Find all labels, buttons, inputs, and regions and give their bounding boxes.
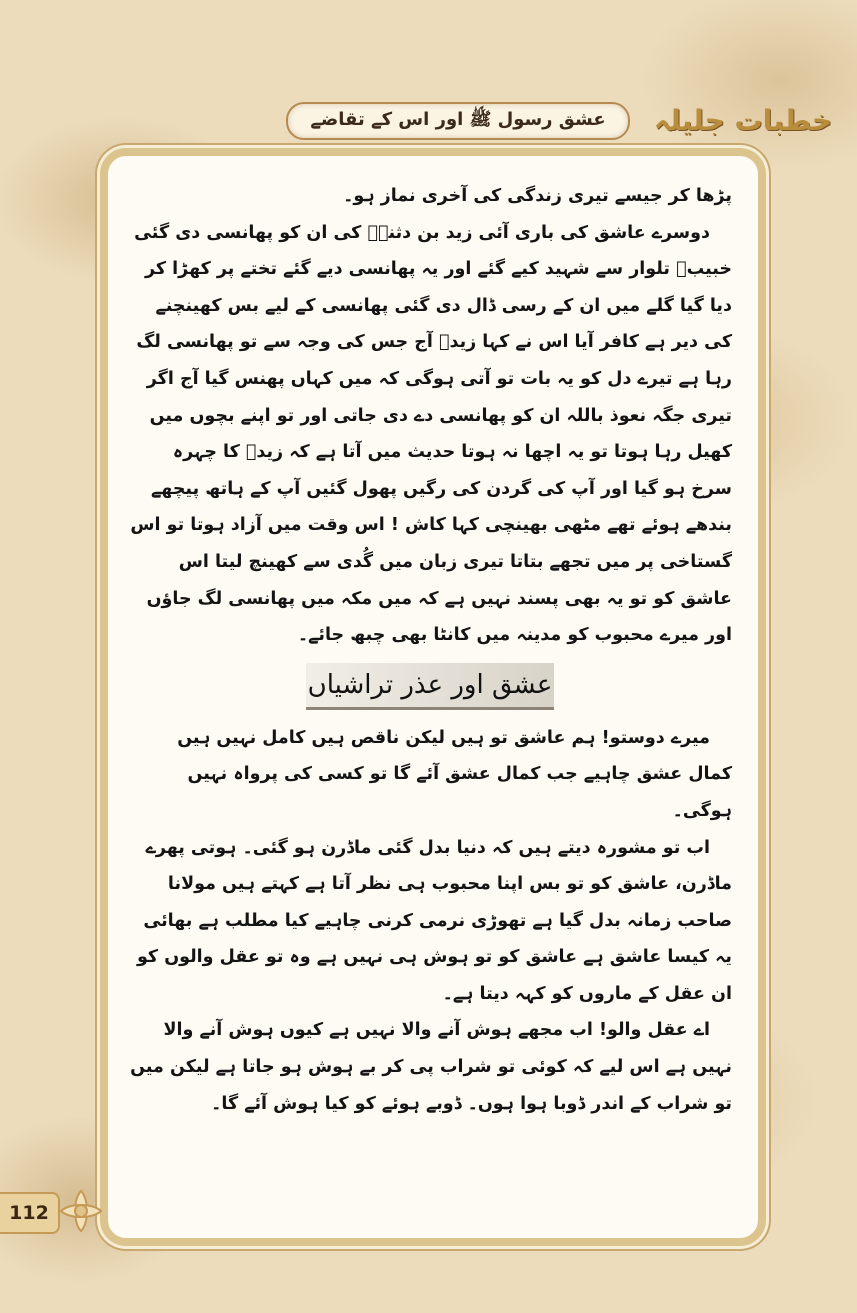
page-number-badge: [0, 1188, 108, 1236]
paragraph: اے عقل والو! اب مجھے ہوش آنے والا نہیں ہے کیوں ہوش آنے والا نہیں ہے اس لیے کہ کوئی تو شراب پی کر بے ہوش ہو جاتا ہے لیکن میں تو شراب کے اندر ڈوبا ہوا ہوں۔ ڈوبے ہوئے کو کیا ہوش آئے گا۔: [130, 1020, 732, 1114]
paragraph: میرے دوستو! ہم عاشق تو ہیں لیکن ناقص ہیں کامل نہیں ہیں کمال عشق چاہیے جب کمال عشق آئے گا تو کسی کی پرواہ نہیں ہوگی۔: [177, 727, 732, 821]
paragraph: اب تو مشورہ دیتے ہیں کہ دنیا بدل گئی ماڈرن ہو گئی۔ ہوتی پھرے ماڈرن، عاشق کو تو بس اپنا محبوب ہی نظر آتا ہے کہتے ہیں مولانا صاحب زمانہ بدل گیا ہے تھوڑی نرمی کرنی چاہیے کیا مطلب ہے بھائی یہ کیسا عاشق ہے عاشق کو تو ہوش ہی نہیں ہے وہ تو عقل والوں کو ان عقل کے ماروں کو کہہ دیتا ہے۔: [136, 837, 732, 1004]
header-brand-title: خطبات جلیلہ: [653, 103, 833, 137]
paragraph: پڑھا کر جیسے تیری زندگی کی آخری نماز ہو۔: [343, 186, 732, 206]
section-heading-wrap: [128, 654, 732, 720]
header-subtitle: عشق رسول ﷺ اور اس کے تقاضے: [310, 109, 606, 130]
section-heading: عشق اور عذر تراشیاں: [306, 663, 554, 710]
page-number: 112: [0, 1192, 60, 1234]
page-content: [128, 178, 732, 1210]
paragraph: دوسرے عاشق کی باری آئی زید بن دثنہؓ کی ان کو پھانسی دی گئی خبیبؓ تلوار سے شہید کیے گئے اور یہ پھانسی دیے گئے تختے پر کھڑا کر دیا گیا گلے میں ان کے رسی ڈال دی گئی پھانسی کے لیے بس کھینچنے کی دیر ہے کافر آیا اس نے کہا زیدؓ آج جس کی وجہ سے تو پھانسی لگ رہا ہے تیرے دل کو یہ بات تو آتی ہوگی کہ میں کہاں پھنس گیا آج اگر تیری جگہ نعوذ باللہ ان کو پھانسی دے دی جاتی اور تو اپنے بچوں میں کھیل رہا ہوتا تو یہ اچھا نہ ہوتا حدیث میں آتا ہے کہ زیدؓ کا چہرہ سرخ ہو گیا اور آپ کی گردن کی رگیں پھول گئیں آپ کے ہاتھ پیچھے بندھے ہوئے تھے مٹھی بھینچی کہا کاش ! اس وقت میں آزاد ہوتا تو اس گستاخی پر میں تجھے بتاتا تیری زبان میں گُدی سے کھینچ لیتا اس عاشق کو تو یہ بھی پسند نہیں ہے کہ میں مکہ میں پھانسی لگ جاؤں اور میرے محبوب کو مدینہ میں کانٹا بھی چبھ جائے۔: [130, 222, 732, 646]
floral-ornament-icon: [58, 1188, 104, 1234]
running-header: [286, 98, 848, 142]
header-subtitle-pill: [286, 102, 630, 140]
